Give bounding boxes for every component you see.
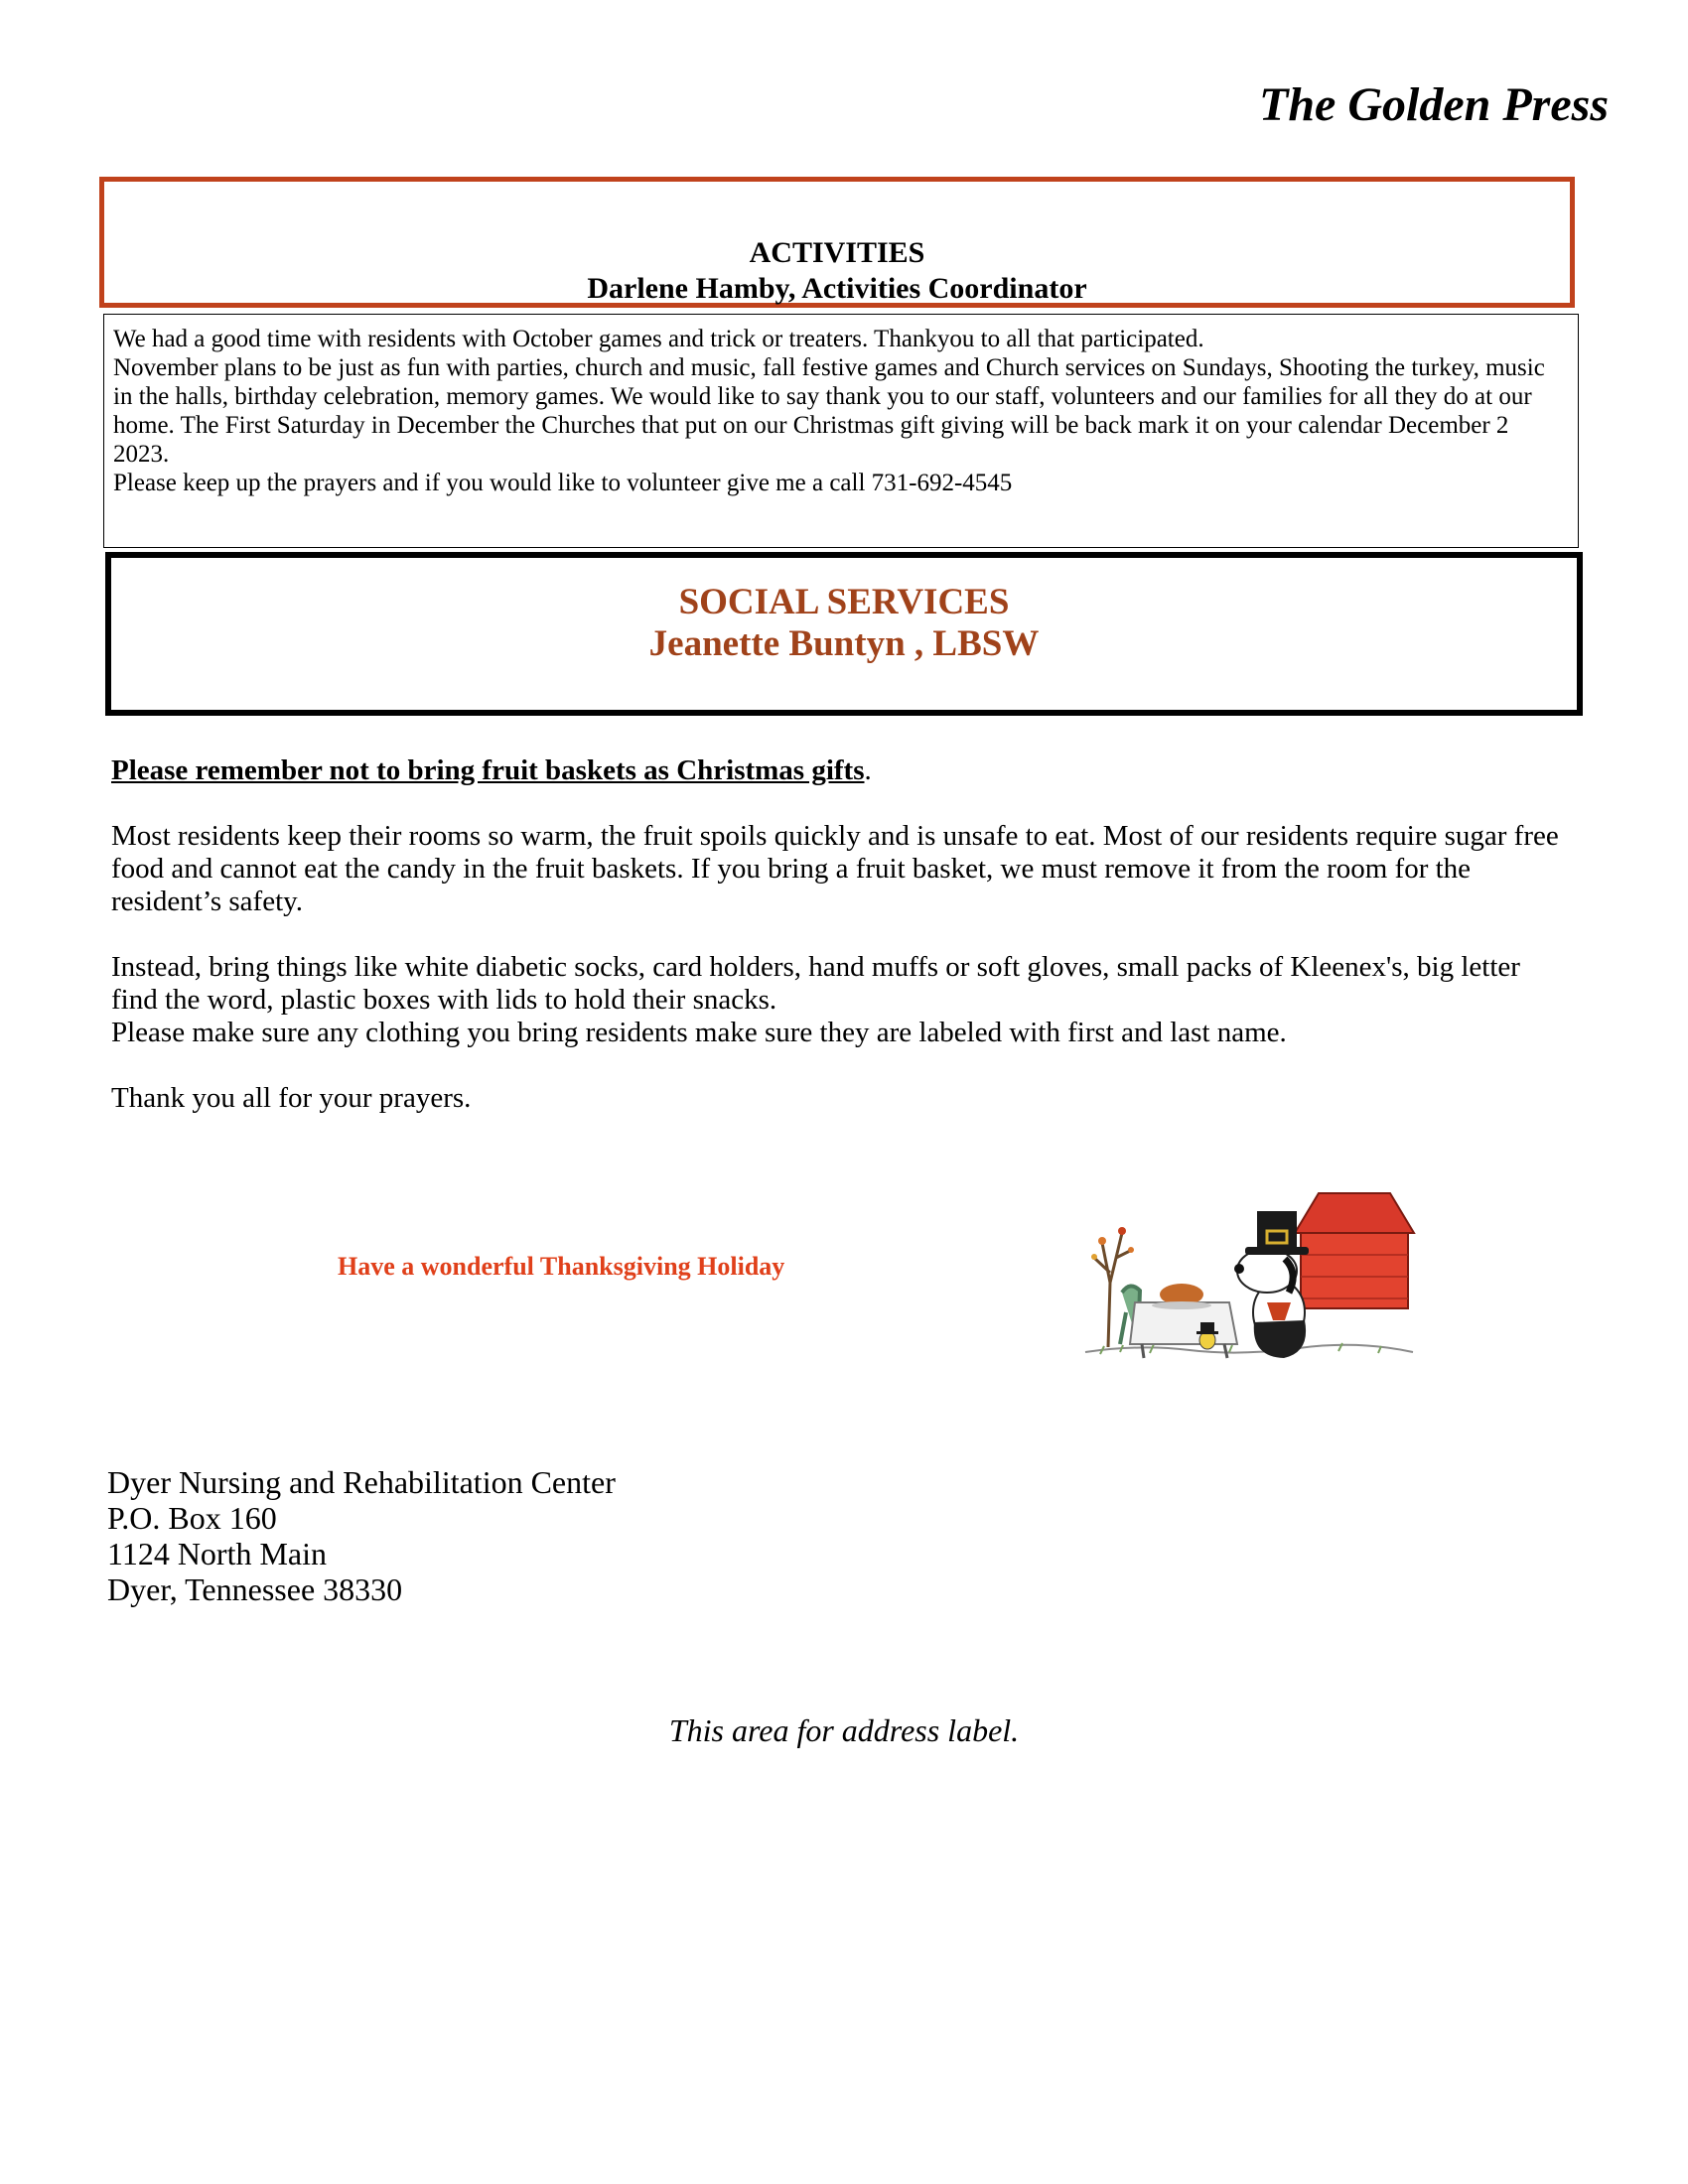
return-address [107, 1464, 616, 1607]
fruit-basket-notice [111, 754, 1571, 787]
holiday-greeting: Have a wonderful Thanksgiving Holiday [338, 1252, 785, 1281]
notice-text: Please remember not to bring fruit baskets as Christmas gifts [111, 754, 865, 786]
social-services-name: Jeanette Buntyn , LBSW [648, 623, 1040, 664]
activities-coordinator: Darlene Hamby, Activities Coordinator [587, 272, 1087, 305]
address-label-area: This area for address label. [668, 1712, 1020, 1748]
address-line: Dyer, Tennessee 38330 [107, 1571, 403, 1607]
closing-thanks: Thank you all for your prayers. [111, 1082, 472, 1114]
activities-text-box [103, 314, 1579, 548]
social-services-header-box [105, 552, 1583, 716]
activities-paragraph: We had a good time with residents with October games and trick or treaters. Thankyou to all that participated. [113, 326, 1204, 352]
notice-period: . [864, 754, 872, 786]
fruit-basket-reason: Most residents keep their rooms so warm, the fruit spoils quickly and is unsafe to eat. Most of our residents require sugar free food and cannot eat the candy in the fruit baskets. If you bring a fruit basket, we must remove it from the room for the resident’s safety. [111, 820, 1559, 917]
social-services-content [111, 754, 1571, 1148]
activities-paragraph: November plans to be just as fun with parties, church and music, fall festive games and Church services on Sundays, Shooting the turkey, music in the halls, birthday celebration, memory games. We would like to say thank you to our staff, volunteers and our families for all they do at our home. The First Saturday in December the Churches that put on our Christmas gift giving will be back mark it on your calendar December 2 2023. [113, 354, 1545, 468]
address-line: P.O. Box 160 [107, 1500, 277, 1536]
address-line: Dyer Nursing and Rehabilitation Center [107, 1464, 616, 1500]
activities-header-box [99, 177, 1575, 308]
activities-heading: ACTIVITIES [749, 236, 925, 269]
gift-suggestions: Instead, bring things like white diabetic socks, card holders, hand muffs or soft gloves, small packs of Kleenex's, big letter find the word, plastic boxes with lids to hold their snacks. [111, 951, 1520, 1016]
address-line: 1124 North Main [107, 1536, 328, 1571]
activities-paragraph: Please keep up the prayers and if you would like to volunteer give me a call 731-692-4545 [113, 470, 1013, 496]
clothing-label-reminder: Please make sure any clothing you bring residents make sure they are labeled with first and last name. [111, 1017, 1287, 1048]
social-services-heading: SOCIAL SERVICES [678, 582, 1010, 622]
pilgrim-dog-thanksgiving-icon [1080, 1163, 1418, 1372]
newsletter-title: The Golden Press [1259, 78, 1609, 131]
